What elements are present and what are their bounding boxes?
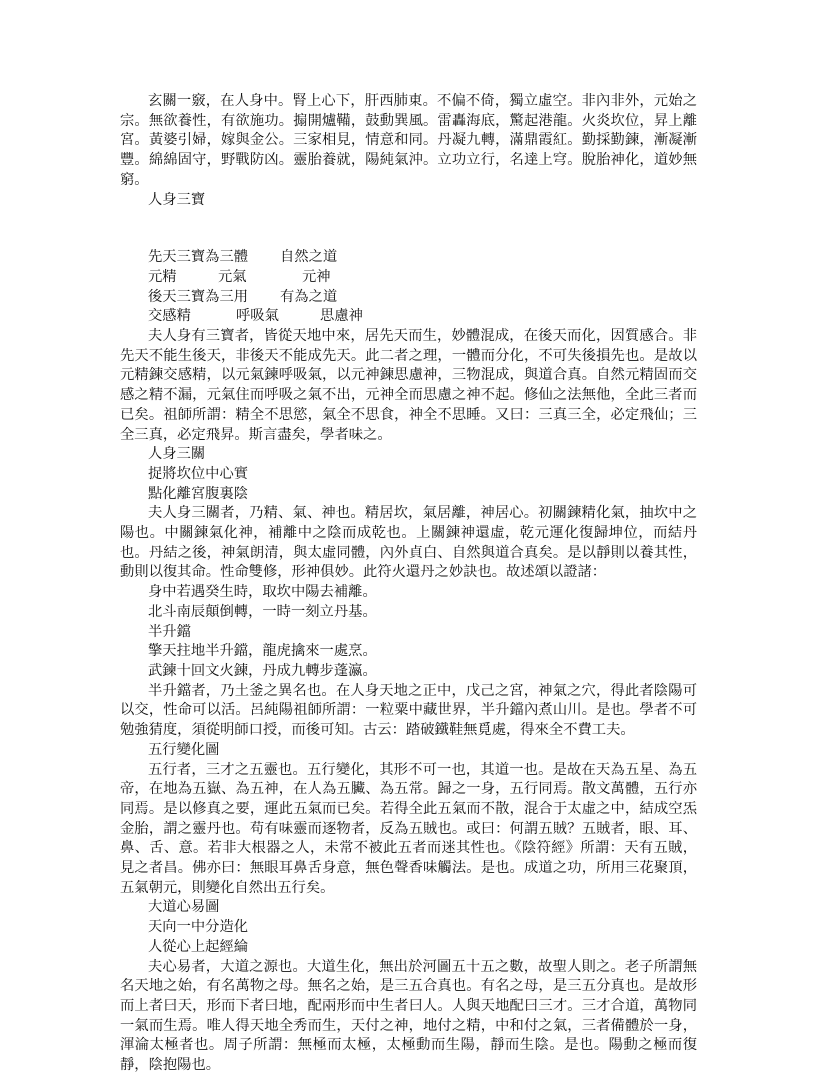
heading-three-treasures: 人身三寶	[148, 191, 206, 208]
treasure-row-3	[120, 288, 697, 308]
blank-gap	[120, 210, 697, 248]
treasure-cell: 呼吸氣	[236, 308, 279, 325]
verse-line: 武鍊十回文火鍊，丹成九轉步蓬瀛。	[148, 662, 377, 679]
treasure-row-2	[120, 268, 697, 288]
paragraph-five-elements: 五行者，三才之五靈也。五行變化，其形不可一也，其道一也。是故在天為五星、為五帝，在地為五嶽、為五神，在人為五臟、為五常。歸之一身，五行同焉。散文萬體，五行亦同焉。是以修真之要，運此五氣而已矣。若得全此五氣而不散，混合于太虛之中，結成空炁金胎，謂之靈丹也。苟有味靈而逐物者，反為五賊也。或曰：何謂五賊？五賊者，眼、耳、鼻、舌、意。若非大根器之人，未常不被此五者而迷其性也。《陰符經》所謂：天有五賊，見之者昌。佛亦曰：無眼耳鼻舌身意，無色聲香味觸法。是也。成道之功，所用三花聚頂，五氣朝元，則變化自然出五行矣。	[120, 761, 697, 896]
treasure-cell: 後天三寶為三用	[148, 288, 249, 305]
treasure-cell: 有為之道	[280, 288, 338, 305]
document-page	[120, 92, 697, 1076]
heading-five-elements: 五行變化圖	[148, 741, 220, 758]
verse-line: 捉將坎位中心實	[148, 465, 249, 482]
heading-three-passes: 人身三關	[148, 446, 206, 463]
paragraph-xuanguan: 玄關一竅，在人身中。腎上心下，肝西肺東。不偏不倚，獨立虛空。非內非外，元始之宗。無欲養性，有欲施功。搧開爐鞴，鼓動巽風。雷轟海底，驚起港龍。火炎坎位，昇上離宮。黃婆引婦，嫁與金公。三家相見，情意和同。丹凝九轉，滿鼎霞紅。勤採勤鍊，漸凝漸豐。綿綿固守，野戰防凶。靈胎養就，陽純氣沖。立功立行，名達上穹。脫胎神化，道妙無窮。	[120, 93, 697, 188]
paragraph-three-treasures: 夫人身有三寶者，皆從天地中來，居先天而生，妙體混成，在後天而化，因質感合。非先天不能生後天，非後天不能成先天。此二者之理，一體而分化，不可失後損先也。是故以元精鍊交感精，以元氣鍊呼吸氣，以元神鍊思慮神，三物混成，與道合真。自然元精固而交感之精不漏，元氣住而呼吸之氣不出，元神全而思慮之神不起。修仙之法無他，全此三者而已矣。祖師所謂：精全不思慾，氣全不思食，神全不思睡。又曰：三真三全，必定飛仙；三全三真，必定飛昇。斯言盡矣，學者味之。	[120, 328, 697, 443]
paragraph-half-sheng-pot: 半升鐺者，乃土釜之異名也。在人身天地之正中，戊己之宮，神氣之穴，得此者陰陽可以交，性命可以活。呂純陽祖師所謂：一粒粟中藏世界，半升鐺內煮山川。是也。學者不可勉強猜度，須從明師口授，而後可知。古云：踏破鐵鞋無覓處，得來全不費工夫。	[120, 682, 697, 739]
heading-half-sheng-pot: 半升鐺	[148, 623, 191, 640]
paragraph-heart-change: 夫心易者，大道之源也。大道生化，無出於河圖五十五之數，故聖人則之。老子所謂無名天地之始，有名萬物之母。無名之始，是三五合真也。有名之母，是三五分真也。是故形而上者曰天，形而下者曰地，配兩形而中生者曰人。人與天地配曰三才。三才合道，萬物同一氣而生焉。唯人得天地全秀而生，天付之神，地付之精，中和付之氣，三者備體於一身，渾淪太極者也。周子所謂：無極而太極，太極動而生陽，靜而生陰。是也。陽動之極而復靜，陰抱陽也。	[120, 958, 697, 1074]
treasure-cell: 自然之道	[280, 249, 338, 266]
verse-line: 身中若遇癸生時，取坎中陽去補離。	[148, 584, 377, 601]
verse-line: 擎天拄地半升鐺，龍虎擒來一處烹。	[148, 643, 377, 660]
verse-line: 北斗南辰顛倒轉，一時一刻立丹基。	[148, 603, 377, 620]
verse-line: 點化離宮腹裏陰	[148, 485, 249, 502]
heading-heart-change: 大道心易圖	[148, 899, 220, 916]
treasure-cell: 元氣	[218, 268, 247, 285]
treasure-row-4	[120, 307, 697, 327]
treasure-cell: 元精	[148, 268, 177, 285]
treasure-cell: 先天三寶為三體	[148, 249, 249, 266]
treasure-cell: 思慮神	[320, 308, 363, 325]
treasure-row-1	[120, 248, 697, 268]
verse-line: 天向一中分造化	[148, 919, 249, 936]
paragraph-three-passes: 夫人身三關者，乃精、氣、神也。精居坎，氣居離，神居心。初關鍊精化氣，抽坎中之陽也。中關鍊氣化神，補離中之陰而成乾也。上關鍊神還虛，乾元運化復歸坤位，而結丹也。丹結之後，神氣朗清，與太虛同體，內外貞白、自然與道合真矣。是以靜則以養其性，動則以復其命。性命雙修，形神俱妙。此符火還丹之妙訣也。故述頌以證諸：	[120, 505, 697, 581]
treasure-cell: 交感精	[148, 308, 191, 325]
treasure-cell: 元神	[302, 268, 331, 285]
verse-line: 人從心上起經綸	[148, 938, 249, 955]
